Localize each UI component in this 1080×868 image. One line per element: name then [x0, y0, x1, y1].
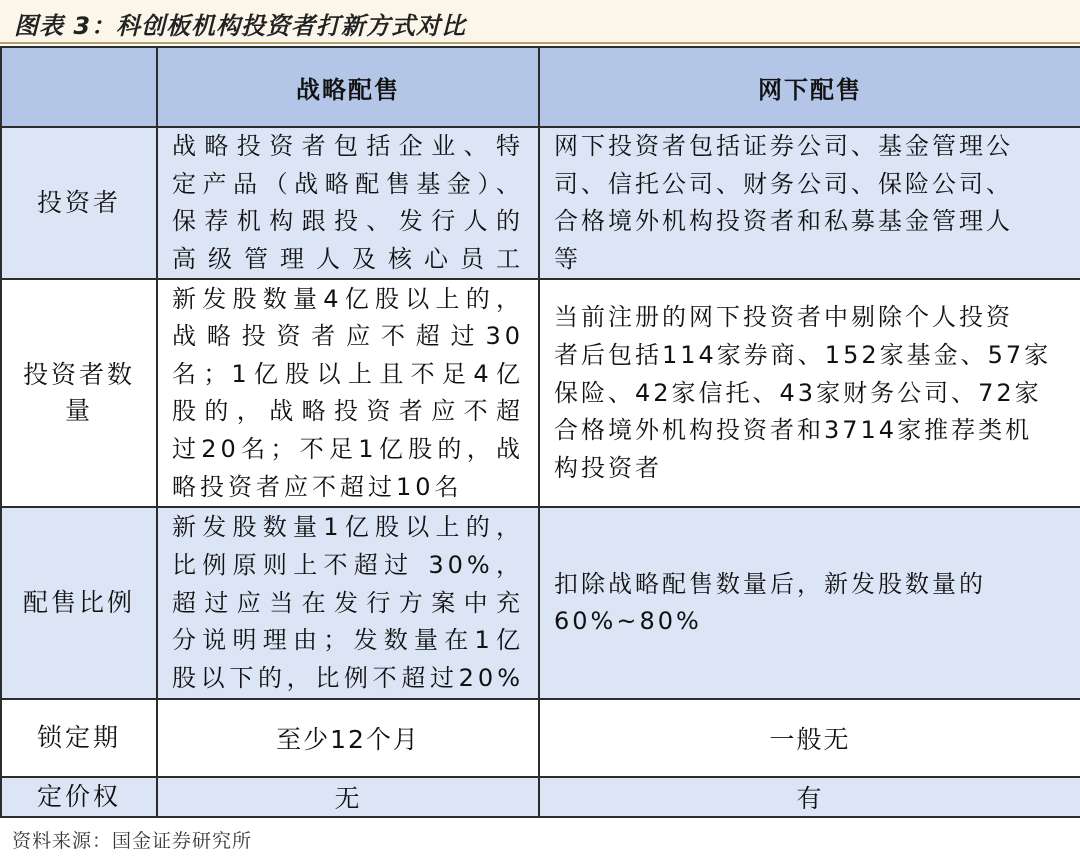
text-line: 股的，战略投资者应不超 [172, 397, 524, 426]
row-label-lockup: 锁定期 [1, 699, 157, 777]
row-label-investor-count: 投资者数量 [1, 279, 157, 507]
title-bar [0, 0, 1080, 44]
cell-offline-pricing: 有 [539, 777, 1080, 817]
text-line: 比例原则上不超过 30%， [172, 550, 524, 579]
text-line: 过20名；不足1亿股的，战 [172, 434, 524, 463]
text-line: 股以下的，比例不超过20% [172, 663, 524, 692]
table-row [1, 699, 1080, 777]
text-line: 合格境外机构投资者和私募基金管理人 [554, 207, 1013, 236]
row-label-allocation-ratio: 配售比例 [1, 507, 157, 699]
text-line: 战略投资者包括企业、特 [172, 132, 524, 160]
cell-strategic-pricing: 无 [157, 777, 539, 817]
header-empty-cell [1, 47, 157, 127]
table-row [1, 777, 1080, 817]
text-line: 者后包括114家券商、152家基金、57家 [554, 340, 1052, 369]
text-line: 网下投资者包括证券公司、基金管理公 [554, 132, 1013, 160]
text-line: 名；1亿股以上且不足4亿 [172, 359, 524, 388]
row-label-investors: 投资者 [1, 127, 157, 279]
cell-offline-count [539, 279, 1080, 507]
text-line: 分说明理由；发数量在1亿 [172, 626, 524, 655]
text-line: 高级管理人及核心员工 [172, 244, 524, 273]
header-strategic-placement: 战略配售 [157, 47, 539, 127]
table-header-row [1, 47, 1080, 127]
row-label-pricing-right: 定价权 [1, 777, 157, 817]
text-line: 扣除战略配售数量后，新发股数量的 [554, 569, 986, 598]
text-line: 超过应当在发行方案中充 [172, 588, 524, 617]
text-line: 定产品（战略配售基金）、 [172, 169, 524, 198]
cell-offline-ratio [539, 507, 1080, 699]
text-line: 战略投资者应不超过30 [172, 322, 524, 351]
text-line: 略投资者应不超过10名 [172, 472, 463, 501]
cell-strategic-lockup: 至少12个月 [157, 699, 539, 777]
cell-strategic-ratio [157, 507, 539, 699]
text-line: 合格境外机构投资者和3714家推荐类机 [554, 416, 1033, 445]
figure-title: 图表 3：科创板机构投资者打新方式对比 [14, 12, 467, 40]
cell-strategic-investors [157, 127, 539, 279]
table-row [1, 279, 1080, 507]
header-offline-placement: 网下配售 [539, 47, 1080, 127]
table-row [1, 127, 1080, 279]
comparison-table [0, 46, 1080, 818]
cell-offline-lockup: 一般无 [539, 699, 1080, 777]
cell-offline-investors [539, 127, 1080, 279]
table-row [1, 507, 1080, 699]
text-line: 新发股数量4亿股以上的， [172, 284, 524, 313]
text-line: 60%~80% [554, 607, 702, 636]
text-line: 保险、42家信托、43家财务公司、72家 [554, 378, 1042, 407]
source-note: 资料来源：国金证券研究所 [12, 830, 253, 852]
text-line: 新发股数量1亿股以上的， [172, 513, 524, 542]
text-line: 构投资者 [554, 453, 662, 482]
cell-strategic-count [157, 279, 539, 507]
text-line: 当前注册的网下投资者中剔除个人投资 [554, 303, 1013, 332]
text-line: 司、信托公司、财务公司、保险公司、 [554, 169, 1013, 198]
text-line: 保荐机构跟投、发行人的 [172, 207, 524, 236]
text-line: 等 [554, 244, 581, 273]
